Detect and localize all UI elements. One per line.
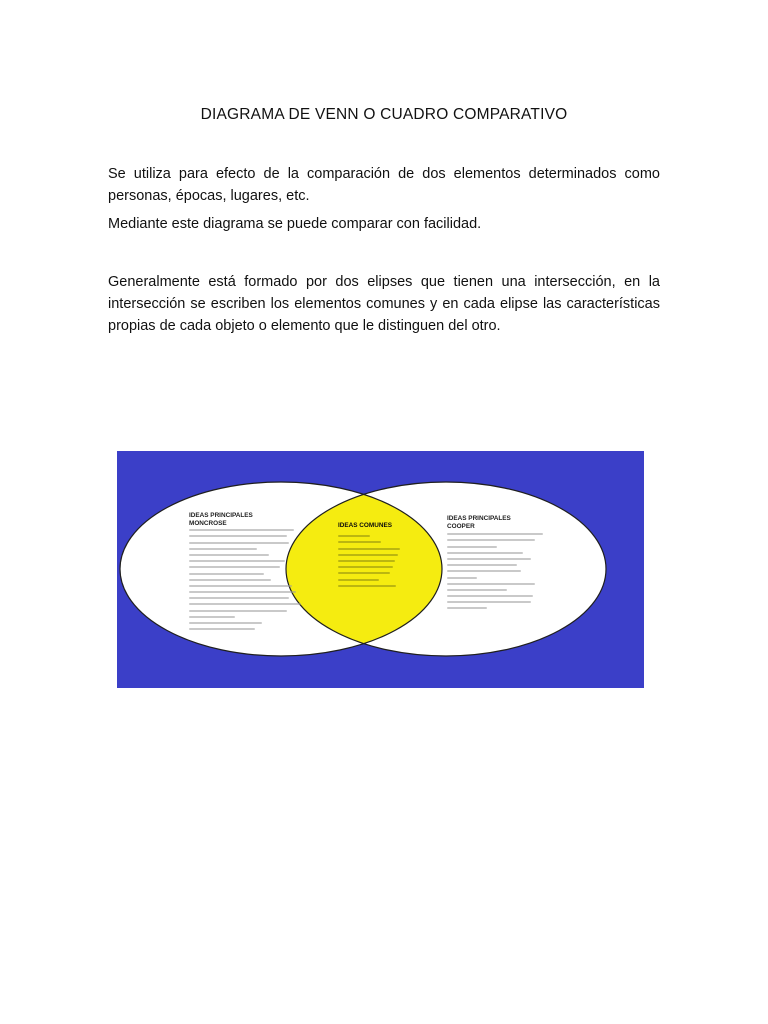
paragraph-purpose: Se utiliza para efecto de la comparación de dos elementos determinados como personas, épocas, lugares, etc. [108, 166, 660, 204]
venn-diagram-image [117, 451, 644, 688]
intersection-heading: IDEAS COMUNES [338, 522, 392, 529]
right-set-heading: IDEAS PRINCIPALES COOPER [447, 515, 511, 530]
intersection-list-unreadable [338, 531, 400, 591]
right-set-list-unreadable [447, 529, 547, 614]
left-set-heading: IDEAS PRINCIPALES MONCROSE [189, 512, 253, 527]
document-title: DIAGRAMA DE VENN O CUADRO COMPARATIVO [200, 106, 568, 123]
left-set-list-unreadable [189, 525, 303, 634]
paragraph-ease: Mediante este diagrama se puede comparar con facilidad. [108, 216, 482, 232]
paragraph-structure: Generalmente está formado por dos elipses que tienen una intersección, en la intersección se escriben los elementos comunes y en cada elipse las características propias de cada objeto o elemento que le distinguen del otro. [108, 274, 660, 334]
